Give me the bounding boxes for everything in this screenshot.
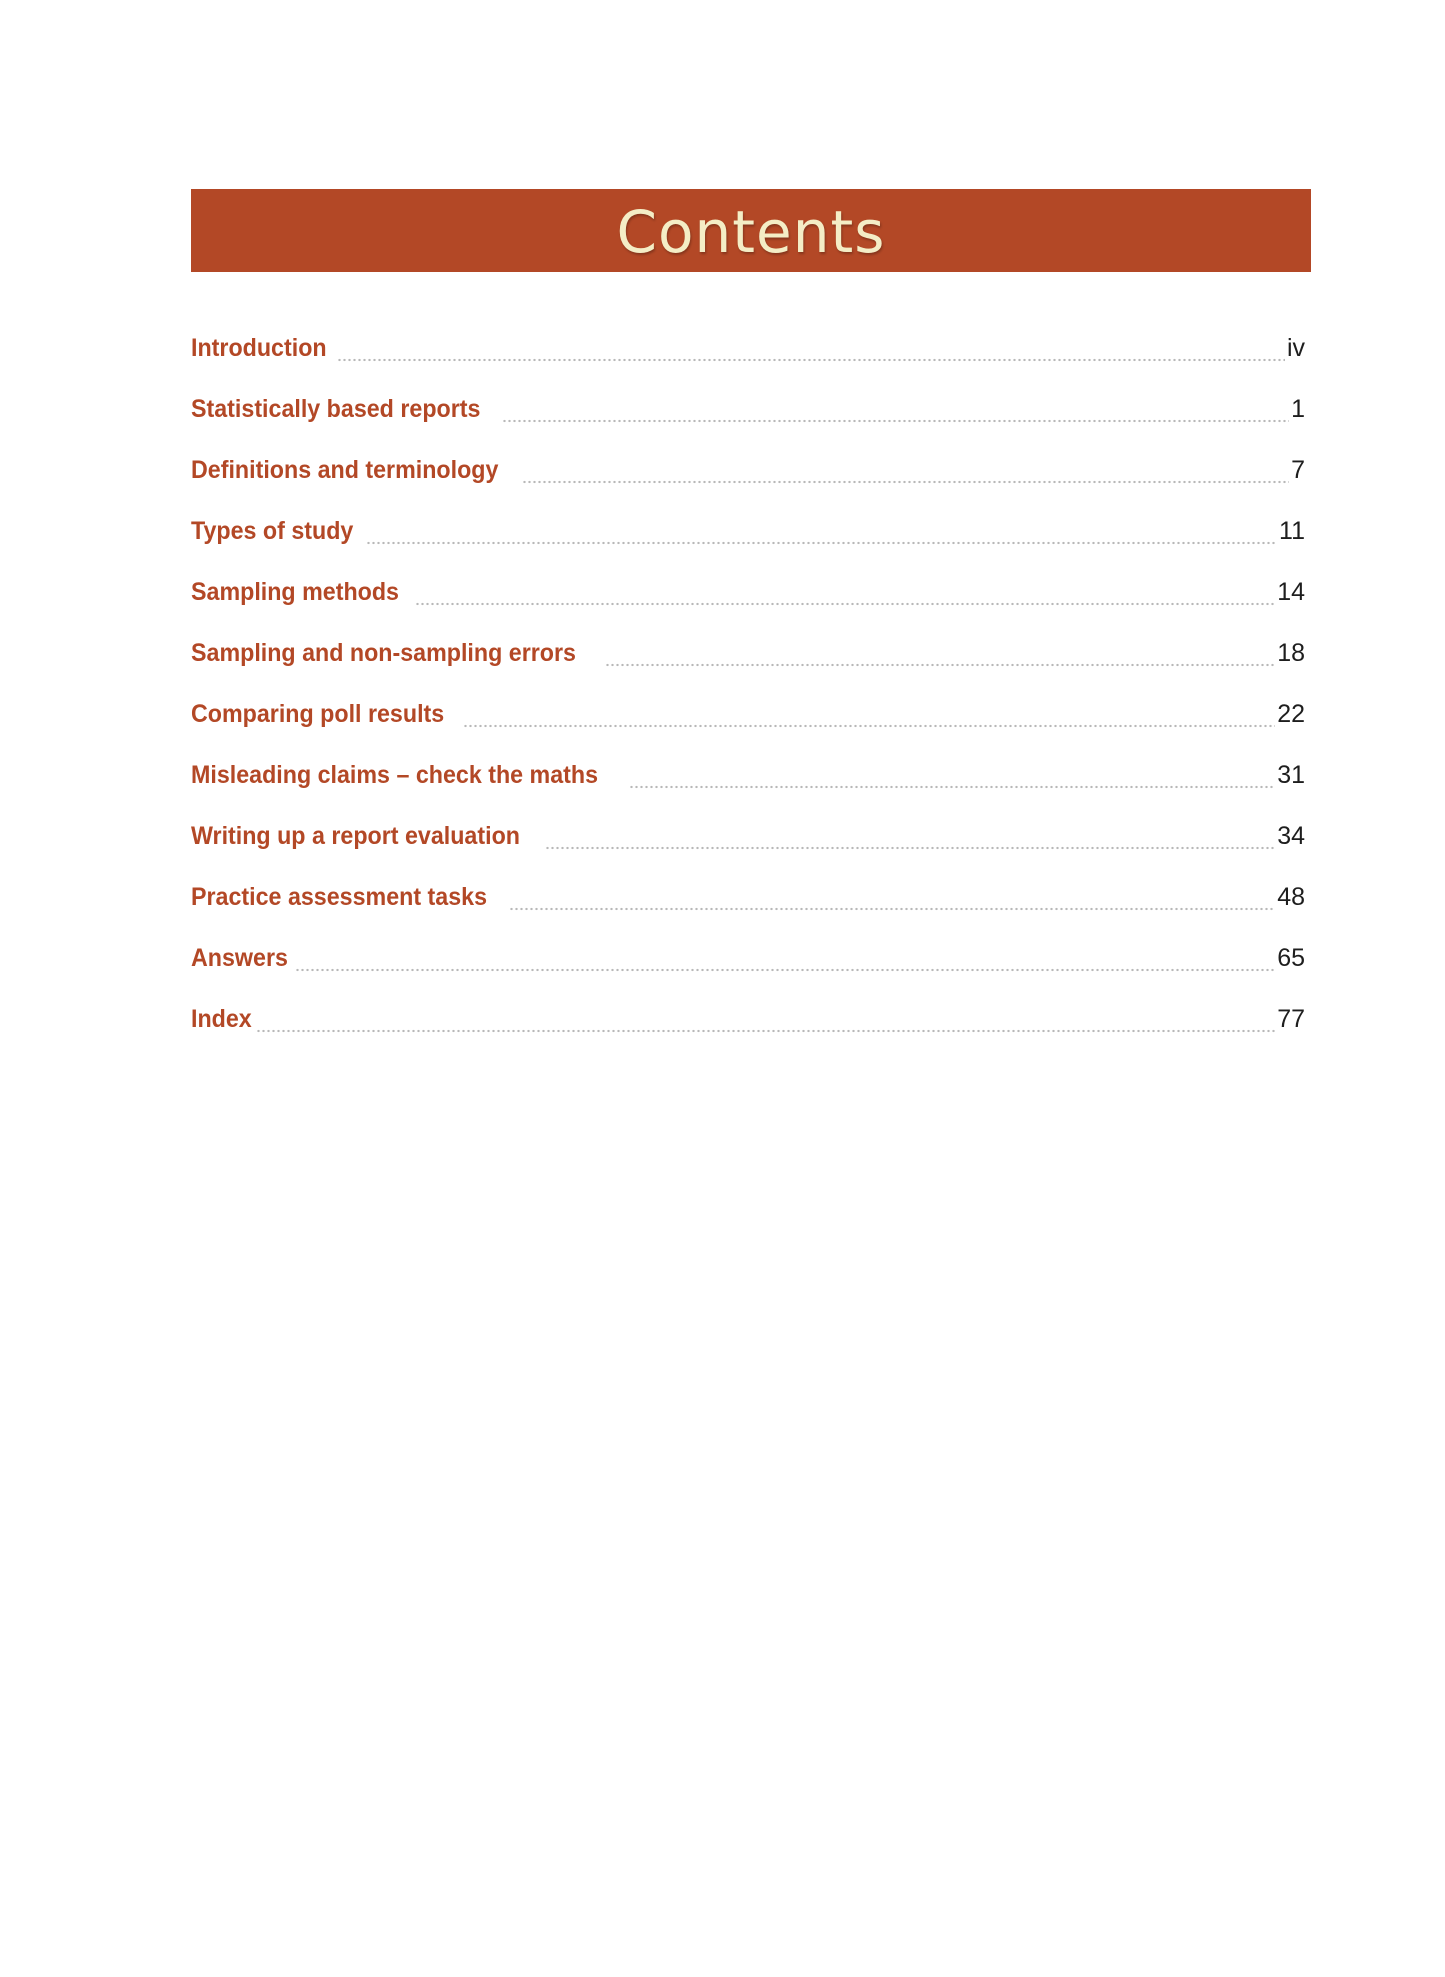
table-of-contents [191, 328, 1305, 1060]
toc-entry-practice-assessment-tasks[interactable] [191, 877, 1305, 938]
toc-leader-dots [605, 633, 1275, 673]
toc-entry-page-number: 48 [1277, 883, 1305, 911]
toc-leader-dots [415, 572, 1276, 612]
toc-entry-label: Index [191, 1005, 252, 1033]
toc-leader-dots [256, 999, 1275, 1039]
toc-leader-dots [366, 511, 1277, 551]
toc-entry-misleading-claims[interactable] [191, 755, 1305, 816]
toc-entry-writing-up-a-report-evaluation[interactable] [191, 816, 1305, 877]
toc-entry-comparing-poll-results[interactable] [191, 694, 1305, 755]
toc-entry-page-number: 22 [1277, 700, 1305, 728]
toc-entry-sampling-and-non-sampling-errors[interactable] [191, 633, 1305, 694]
toc-entry-label: Misleading claims – check the maths [191, 761, 599, 789]
toc-entry-label: Introduction [191, 334, 327, 362]
toc-entry-label: Types of study [191, 517, 354, 545]
toc-leader-dots [337, 328, 1285, 368]
toc-entry-label: Practice assessment tasks [191, 883, 488, 911]
toc-leader-dots [295, 938, 1275, 978]
toc-entry-label: Definitions and terminology [191, 456, 499, 484]
toc-leader-dots [509, 877, 1275, 917]
toc-entry-page-number: 11 [1279, 517, 1305, 545]
toc-entry-statistically-based-reports[interactable] [191, 389, 1305, 450]
toc-entry-definitions-and-terminology[interactable] [191, 450, 1305, 511]
toc-leader-dots [629, 755, 1276, 795]
toc-entry-page-number: 34 [1277, 822, 1305, 850]
toc-entry-page-number: 65 [1277, 944, 1305, 972]
toc-entry-sampling-methods[interactable] [191, 572, 1305, 633]
toc-entry-label: Writing up a report evaluation [191, 822, 520, 850]
toc-entry-page-number: 31 [1277, 761, 1305, 789]
toc-entry-label: Sampling methods [191, 578, 399, 606]
toc-leader-dots [463, 694, 1275, 734]
toc-leader-dots [545, 816, 1275, 856]
toc-leader-dots [502, 389, 1289, 429]
toc-entry-page-number: 77 [1277, 1005, 1305, 1033]
toc-entry-page-number: 14 [1277, 578, 1305, 606]
toc-leader-dots [522, 450, 1290, 490]
toc-entry-introduction[interactable] [191, 328, 1305, 389]
page-title: Contents [616, 197, 886, 266]
toc-entry-label: Comparing poll results [191, 700, 445, 728]
toc-entry-label: Sampling and non-sampling errors [191, 639, 576, 667]
toc-entry-page-number: 7 [1291, 456, 1305, 484]
toc-entry-label: Answers [191, 944, 288, 972]
contents-title-bar [191, 189, 1311, 272]
toc-entry-index[interactable] [191, 999, 1305, 1060]
toc-entry-answers[interactable] [191, 938, 1305, 999]
toc-entry-page-number: 18 [1277, 639, 1305, 667]
toc-entry-types-of-study[interactable] [191, 511, 1305, 572]
toc-entry-label: Statistically based reports [191, 395, 481, 423]
toc-entry-page-number: 1 [1291, 395, 1305, 423]
toc-entry-page-number: iv [1286, 334, 1305, 362]
